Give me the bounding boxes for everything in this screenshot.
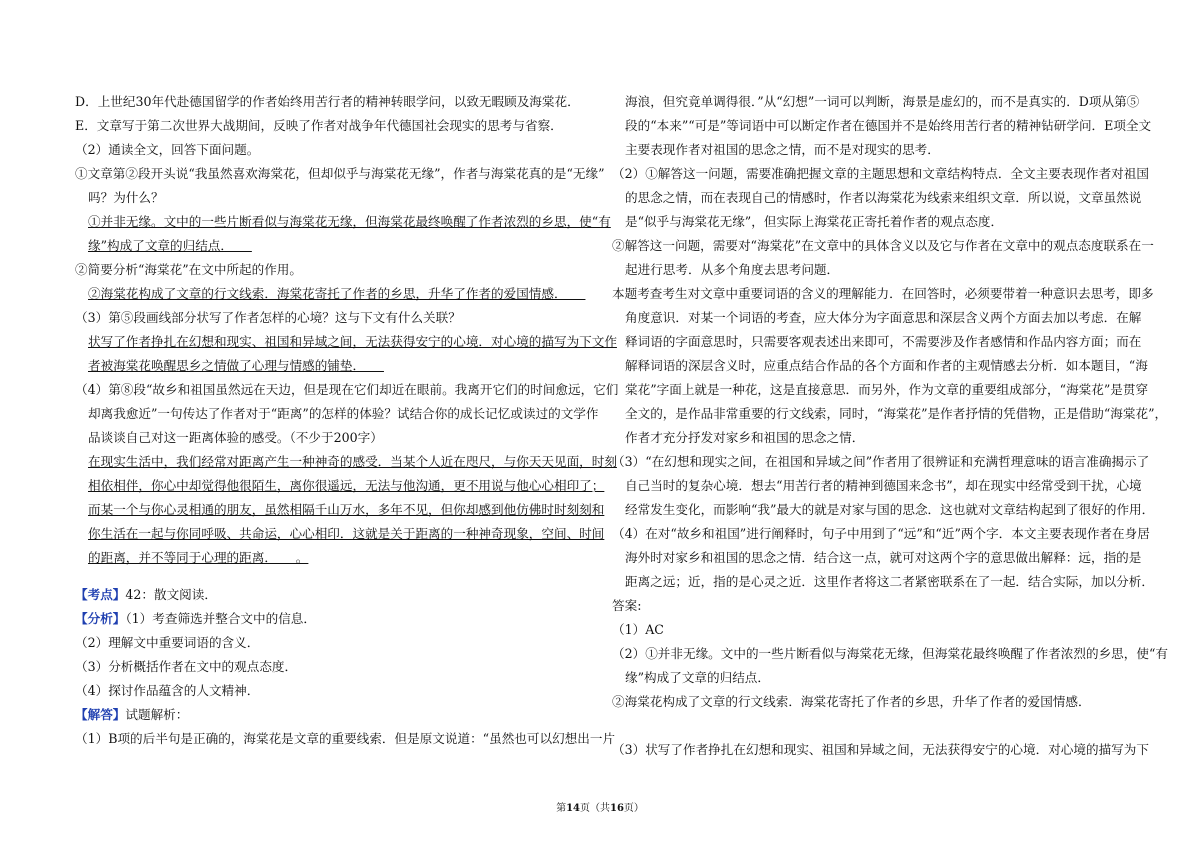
- line-text: （4）探讨作品蕴含的人文精神．: [75, 683, 260, 698]
- line-text: 段的“本来”“可是”等词语中可以断定作者在德国并不是始终用苦行者的精神钻研学问．E项全文: [625, 118, 1152, 133]
- section-tag: 【解答】: [75, 707, 126, 722]
- answer-text: 的距离，并不等同于心理的距离． 。: [88, 550, 309, 565]
- section-tag: 【分析】: [75, 611, 126, 626]
- footer-suffix: 页）: [623, 803, 644, 814]
- line-text: 的思念之情，而在表现自己的情感时，作者以海棠花为线索来组织文章．所以说，文章虽然说: [625, 190, 1142, 205]
- text-line: [75, 234, 595, 258]
- line-text: 全文的，是作品非常重要的行文线索，同时，“海棠花”是作者抒情的凭借物，正是借助“海棠花”，: [625, 406, 1168, 421]
- line-text: （2）通读全文，回答下面问题。: [75, 142, 260, 157]
- text-line: [612, 594, 1132, 618]
- line-text: 起进行思考．从多个角度去思考问题．: [625, 262, 840, 277]
- text-line: [75, 474, 605, 498]
- text-line: [612, 330, 1142, 354]
- line-text: 却离我愈近”一句传达了作者对于“距离”的怎样的体验？试结合你的成长记忆或读过的文学作: [88, 406, 599, 421]
- line-text: （3）分析概括作者在文中的观点态度．: [75, 659, 298, 674]
- line-text: （4）在对“故乡和祖国”进行阐释时，句子中用到了“远”和“近”两个字．本文主要表现作者在身居: [612, 526, 1150, 541]
- text-line: [612, 258, 1132, 282]
- text-line: [612, 474, 1142, 498]
- text-line: [75, 282, 595, 306]
- line-text: 主要表现作者对祖国的思念之情，而不是对现实的思考．: [625, 142, 940, 157]
- analysis-line: [75, 631, 595, 655]
- analysis-line: [75, 607, 595, 631]
- text-line: [612, 618, 1132, 642]
- text-line: [612, 426, 1132, 450]
- answer-text: 相依相伴，你心中却觉得他很陌生，离你很遥远，无法与他沟通，更不用说与他心心相印了；: [88, 478, 605, 493]
- left-column: [75, 90, 619, 751]
- line-text: 经常发生变化，而影响“我”最大的就是对家与国的思念．这也就对文章结构起到了很好的作用．: [625, 502, 1155, 517]
- text-line: [75, 114, 595, 138]
- text-line: [75, 522, 605, 546]
- text-line: [75, 426, 595, 450]
- footer-prefix: 第: [556, 803, 567, 814]
- line-text: （1）AC: [612, 622, 664, 637]
- analysis-line: [75, 679, 595, 703]
- line-text: D．上世纪30年代赴德国留学的作者始终用苦行者的精神转眼学问，以致无暇顾及海棠花．: [75, 94, 580, 109]
- text-line: [75, 330, 617, 354]
- text-line: [612, 306, 1142, 330]
- line-text: 自己当时的复杂心境．想去“用苦行者的精神到德国来念书”，却在现实中经常受到干扰，心境: [625, 478, 1142, 493]
- text-line: [612, 210, 1132, 234]
- text-line: [75, 450, 617, 474]
- line-text: 距离之远；近，指的是心灵之近．这里作者将这二者紧密联系在了一起．结合实际，加以分析．: [625, 574, 1154, 589]
- analysis-line: [75, 583, 595, 607]
- answer-text: 状写了作者挣扎在幻想和现实、祖国和异域之间，无法获得安宁的心境．对心境的描写为下文作: [88, 334, 617, 349]
- line-text: 海外时对家乡和祖国的思念之情．结合这一点，就可对这两个字的意思做出解释：远，指的是: [625, 550, 1142, 565]
- right-column: [612, 90, 1168, 762]
- text-line: [75, 546, 595, 570]
- answer-text: 而某一个与你心灵相通的朋友，虽然相隔千山万水，多年不见，但你却感到他仿佛时时刻刻和: [88, 502, 605, 517]
- answer-text: 缘”构成了文章的归结点．: [88, 238, 252, 253]
- line-text: （1）考查筛选并整合文中的信息．: [125, 611, 316, 626]
- text-line: [612, 738, 1149, 762]
- line-text: 本题考查考生对文章中重要词语的含义的理解能力．在回答时，必须要带着一种意识去思考，即多: [612, 286, 1154, 301]
- text-line: [75, 378, 619, 402]
- text-line: [612, 378, 1149, 402]
- answer-text: 在现实生活中，我们经常对距离产生一种神奇的感受．当某个人近在咫尺，与你天天见面，时刻: [88, 454, 617, 469]
- line-text: （3）状写了作者挣扎在幻想和现实、祖国和异域之间，无法获得安宁的心境．对心境的描写为下: [612, 742, 1149, 757]
- text-line: [612, 450, 1150, 474]
- text-line: [75, 306, 595, 330]
- line-text: 42：散文阅读．: [125, 587, 217, 602]
- analysis-line: [75, 655, 595, 679]
- answer-text: ②海棠花构成了文章的行文线索．海棠花寄托了作者的乡思，升华了作者的爱国情感．: [88, 286, 586, 301]
- text-line: [612, 570, 1154, 594]
- text-line: [75, 186, 595, 210]
- line-text: （2）理解文中重要词语的含义．: [75, 635, 260, 650]
- answer-text: ①并非无缘。文中的一些片断看似与海棠花无缘，但海棠花最终唤醒了作者浓烈的乡思，使“有: [88, 214, 611, 229]
- text-line: [612, 90, 1140, 114]
- text-line: [612, 162, 1149, 186]
- text-line: [612, 402, 1168, 426]
- line-text: 海浪，但究竟单调得很．”从“幻想”一词可以判断，海景是虚幻的，而不是真实的．D项从第⑤: [625, 94, 1140, 109]
- text-line: [75, 258, 595, 282]
- analysis-line: [75, 703, 595, 727]
- line-text: （1）B项的后半句是正确的，海棠花是文章的重要线索．但是原文说道：“虽然也可以幻想出一片: [75, 731, 616, 746]
- line-text: 品谈谈自己对这一距离体验的感受。（不少于200字）: [88, 430, 383, 445]
- footer-page-number: 14: [566, 803, 580, 814]
- line-text: E．文章写于第二次世界大战期间，反映了作者对战争年代德国社会现实的思考与省察．: [75, 118, 563, 133]
- section-tag: 【考点】: [75, 587, 126, 602]
- text-line: [612, 546, 1142, 570]
- line-text: （2）①并非无缘。文中的一些片断看似与海棠花无缘，但海棠花最终唤醒了作者浓烈的乡思，使“有: [612, 646, 1168, 661]
- analysis-line: [75, 727, 616, 751]
- line-text: 缘”构成了文章的归结点．: [625, 670, 770, 685]
- line-text: 作者才充分抒发对家乡和祖国的思念之情．: [625, 430, 865, 445]
- line-text: （3）第⑤段画线部分状写了作者怎样的心境？这与下文有什么关联？: [75, 310, 461, 325]
- answer-text: 者被海棠花唤醒思乡之情做了心理与情感的铺垫．: [88, 358, 384, 373]
- text-line: [612, 522, 1150, 546]
- text-line: [75, 90, 595, 114]
- footer-total-pages: 16: [610, 803, 624, 814]
- line-text: 是“似乎与海棠花无缘”，但实际上海棠花正寄托着作者的观点态度．: [625, 214, 1004, 229]
- text-line: [75, 498, 605, 522]
- text-line: [75, 162, 605, 186]
- line-text: 解释词语的深层含义时，应重点结合作品的各个方面和作者的主观情感去分析．如本题目，“海: [625, 358, 1148, 373]
- text-line: [75, 210, 611, 234]
- section-gap: [75, 570, 595, 583]
- line-text: （3）“在幻想和现实之间，在祖国和异域之间”作者用了很辨证和充满哲理意味的语言准确揭示了: [612, 454, 1150, 469]
- line-text: ②海棠花构成了文章的行文线索．海棠花寄托了作者的乡思，升华了作者的爱国情感．: [612, 694, 1091, 709]
- line-text: 吗？为什么？: [88, 190, 164, 205]
- line-text: ②简要分析“海棠花”在文中所起的作用。: [75, 262, 302, 277]
- line-text: 试题解析：: [125, 707, 189, 722]
- page-footer: [0, 799, 1200, 814]
- footer-mid: 页（共: [580, 803, 610, 814]
- text-line: [612, 666, 1132, 690]
- text-line: [75, 138, 595, 162]
- text-line: [612, 186, 1142, 210]
- text-line: [612, 234, 1154, 258]
- text-line: [612, 114, 1152, 138]
- answer-text: 你生活在一起与你同呼吸、共命运，心心相印．这就是关于距离的一种神奇现象，空间、时间: [88, 526, 605, 541]
- line-text: 释词语的字面意思时，只需要客观表述出来即可，不需要涉及作者感情和作品内容方面；而在: [625, 334, 1142, 349]
- text-line: [75, 354, 595, 378]
- line-text: 答案:: [612, 598, 642, 613]
- text-line: [75, 402, 599, 426]
- line-text: 角度意识．对某一个词语的考查，应大体分为字面意思和深层含义两个方面去加以考虑．在解: [625, 310, 1142, 325]
- text-line: [612, 642, 1168, 666]
- text-line: [612, 282, 1154, 306]
- text-line: [612, 138, 1132, 162]
- line-text: ②解答这一问题，需要对“海棠花”在文章中的具体含义以及它与作者在文章中的观点态度联系在一: [612, 238, 1154, 253]
- text-line: [612, 498, 1155, 522]
- line-text: ①文章第②段开头说“我虽然喜欢海棠花，但却似乎与海棠花无缘”，作者与海棠花真的是“无缘”: [75, 166, 605, 181]
- line-text: （4）第⑧段“故乡和祖国虽然远在天边，但是现在它们却近在眼前。我离开它们的时间愈远，它们: [75, 382, 619, 397]
- text-line: [612, 354, 1148, 378]
- line-text: （2）①解答这一问题，需要准确把握文章的主题思想和文章结构特点．全文主要表现作者对祖国: [612, 166, 1149, 181]
- text-line: [612, 714, 1132, 738]
- text-line: [612, 690, 1132, 714]
- line-text: 棠花”字面上就是一种花，这是直接意思．而另外，作为文章的重要组成部分，“海棠花”是贯穿: [625, 382, 1149, 397]
